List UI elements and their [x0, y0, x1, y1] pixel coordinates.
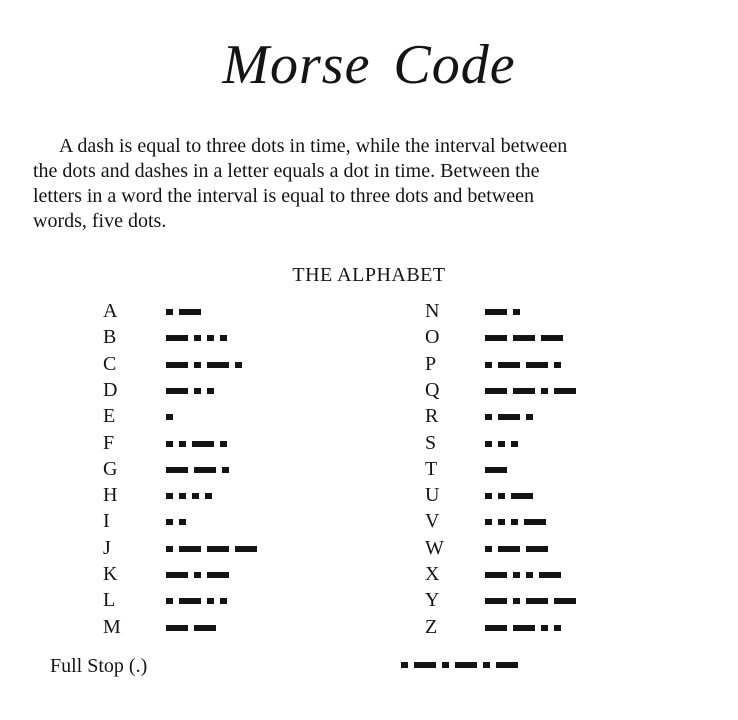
dot-mark: [513, 309, 520, 315]
dot-mark: [235, 362, 242, 368]
dot-mark: [541, 625, 548, 631]
dash-mark: [179, 598, 201, 604]
dash-mark: [207, 362, 229, 368]
letter-b: B: [103, 326, 117, 349]
dash-mark: [513, 388, 535, 394]
dash-mark: [554, 598, 576, 604]
dot-mark: [485, 362, 492, 368]
dash-mark: [485, 598, 507, 604]
letter-j: J: [103, 536, 111, 559]
dot-mark: [526, 414, 533, 420]
paragraph-line: the dots and dashes in a letter equals a dot in time. Between the: [33, 160, 540, 182]
letter-i: I: [103, 510, 110, 533]
dot-mark: [485, 414, 492, 420]
dot-mark: [179, 441, 186, 447]
letter-d: D: [103, 378, 118, 401]
dash-mark: [485, 572, 507, 578]
dot-mark: [194, 388, 201, 394]
letter-w: W: [425, 536, 444, 559]
letter-s: S: [425, 431, 437, 454]
letter-q: Q: [425, 378, 440, 401]
dot-mark: [179, 493, 186, 499]
letter-x: X: [425, 563, 440, 585]
letter-u: U: [425, 484, 440, 507]
dot-mark: [498, 441, 505, 447]
dot-mark: [541, 388, 548, 394]
letter-y: Y: [425, 589, 440, 612]
dash-mark: [513, 335, 535, 341]
dash-mark: [207, 546, 229, 552]
dot-mark: [207, 598, 214, 604]
dash-mark: [498, 362, 520, 368]
dot-mark: [485, 546, 492, 552]
dot-mark: [166, 441, 173, 447]
full-stop-label: Full Stop (.): [50, 655, 148, 677]
dot-mark: [192, 493, 199, 499]
dash-mark: [194, 625, 216, 631]
dot-mark: [401, 662, 408, 668]
dot-mark: [220, 441, 227, 447]
dash-mark: [207, 572, 229, 578]
dash-mark: [513, 625, 535, 631]
dot-mark: [205, 493, 212, 499]
letter-v: V: [425, 510, 440, 533]
dash-mark: [539, 572, 561, 578]
dash-mark: [485, 467, 507, 473]
dot-mark: [498, 493, 505, 499]
letter-a: A: [103, 300, 118, 322]
letter-c: C: [103, 352, 117, 375]
dash-mark: [485, 309, 507, 315]
dot-mark: [554, 625, 561, 631]
dash-mark: [498, 414, 520, 420]
dash-mark: [179, 546, 201, 552]
letter-r: R: [425, 405, 439, 428]
dash-mark: [496, 662, 518, 668]
dash-mark: [526, 598, 548, 604]
dash-mark: [511, 493, 533, 499]
dot-mark: [511, 441, 518, 447]
dash-mark: [166, 572, 188, 578]
dot-mark: [166, 519, 173, 525]
dash-mark: [235, 546, 257, 552]
dot-mark: [526, 572, 533, 578]
dot-mark: [166, 546, 173, 552]
letter-o: O: [425, 326, 440, 349]
dash-mark: [485, 388, 507, 394]
letter-p: P: [425, 352, 437, 375]
letter-e: E: [103, 405, 116, 428]
letter-f: F: [103, 431, 115, 454]
letter-m: M: [103, 615, 121, 638]
dash-mark: [485, 625, 507, 631]
dash-mark: [414, 662, 436, 668]
dash-mark: [179, 309, 201, 315]
paragraph-line: A dash is equal to three dots in time, while the interval between: [59, 135, 568, 157]
letter-g: G: [103, 457, 118, 480]
dash-mark: [526, 362, 548, 368]
dash-mark: [166, 388, 188, 394]
paragraph-line: letters in a word the interval is equal to three dots and between: [33, 185, 534, 207]
dot-mark: [485, 493, 492, 499]
dot-mark: [194, 335, 201, 341]
dot-mark: [166, 493, 173, 499]
dash-mark: [455, 662, 477, 668]
dot-mark: [194, 572, 201, 578]
letter-t: T: [425, 457, 438, 480]
dot-mark: [220, 598, 227, 604]
dot-mark: [166, 309, 173, 315]
dash-mark: [485, 335, 507, 341]
dash-mark: [554, 388, 576, 394]
intro-paragraph: [33, 134, 737, 234]
letter-z: Z: [425, 615, 438, 638]
dot-mark: [207, 335, 214, 341]
letter-k: K: [103, 563, 118, 585]
dash-mark: [541, 335, 563, 341]
dot-mark: [442, 662, 449, 668]
dash-mark: [524, 519, 546, 525]
dot-mark: [166, 598, 173, 604]
dash-mark: [192, 441, 214, 447]
dot-mark: [485, 441, 492, 447]
letter-l: L: [103, 589, 116, 612]
dot-mark: [485, 519, 492, 525]
dot-mark: [179, 519, 186, 525]
dash-mark: [498, 546, 520, 552]
dot-mark: [554, 362, 561, 368]
dot-mark: [511, 519, 518, 525]
dash-mark: [166, 625, 188, 631]
letter-h: H: [103, 484, 118, 507]
dot-mark: [220, 335, 227, 341]
letter-n: N: [425, 300, 440, 322]
dot-mark: [222, 467, 229, 473]
dash-mark: [166, 335, 188, 341]
dot-mark: [513, 598, 520, 604]
dash-mark: [166, 467, 188, 473]
paragraph-line: words, five dots.: [33, 210, 167, 232]
dot-mark: [498, 519, 505, 525]
dot-mark: [194, 362, 201, 368]
dot-mark: [483, 662, 490, 668]
dot-mark: [513, 572, 520, 578]
dash-mark: [194, 467, 216, 473]
dash-mark: [166, 362, 188, 368]
dot-mark: [207, 388, 214, 394]
dot-mark: [166, 414, 173, 420]
dash-mark: [526, 546, 548, 552]
alphabet-heading: THE ALPHABET: [292, 264, 446, 286]
page-title: Morse Code: [222, 34, 516, 96]
